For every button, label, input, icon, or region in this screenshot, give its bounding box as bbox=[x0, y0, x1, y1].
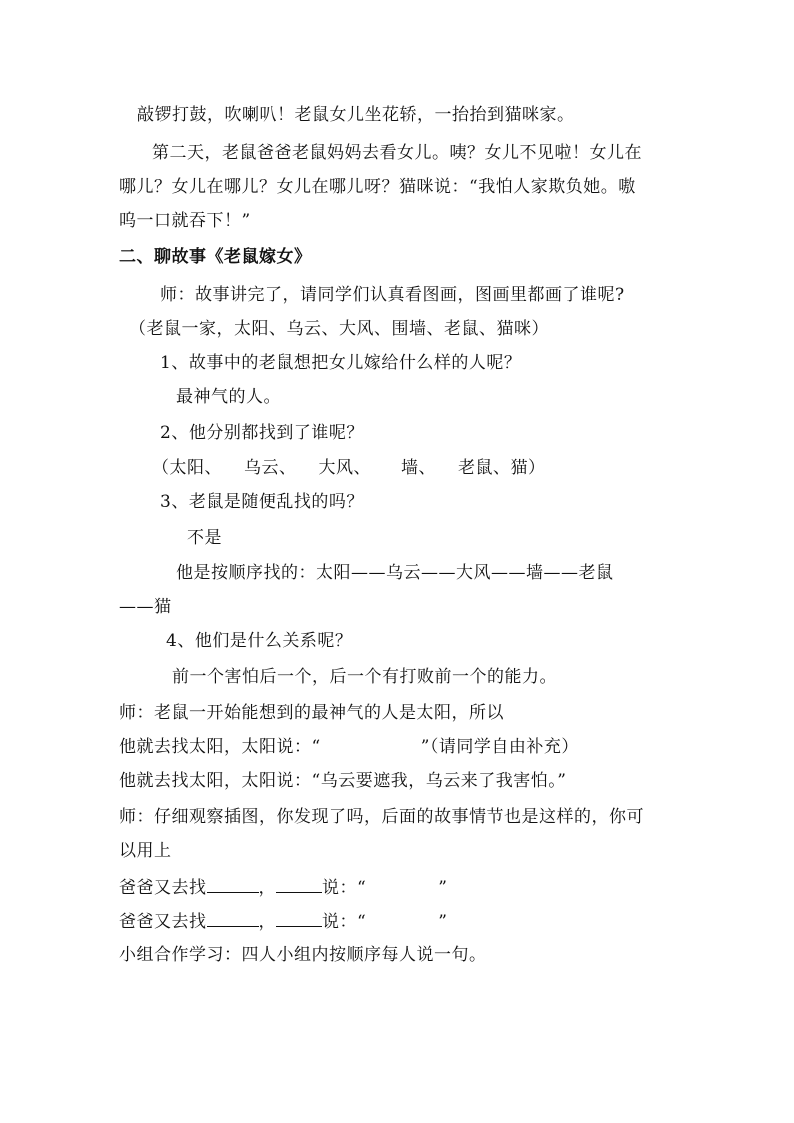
fill-in-1-says: 说：“ bbox=[322, 878, 367, 898]
answer-1: 最神气的人。 bbox=[176, 387, 281, 407]
fill-in-sentence-1 bbox=[119, 876, 447, 899]
answer-3-no: 不是 bbox=[187, 528, 222, 548]
answer-3-order-end: ——猫 bbox=[119, 597, 172, 617]
answer-2-wind: 大风、 bbox=[318, 458, 371, 478]
answer-3-order: 他是按顺序找的：太阳——乌云——大风——墙——老鼠 bbox=[176, 563, 614, 583]
fill-in-sun-prefix: 他就去找太阳，太阳说：“ bbox=[119, 737, 321, 757]
blank-line[interactable] bbox=[207, 910, 259, 927]
question-2: 2、他分别都找到了谁呢？ bbox=[160, 423, 364, 443]
blank-line[interactable] bbox=[207, 876, 259, 893]
fill-in-2-says: 说：“ bbox=[322, 912, 367, 932]
teacher-statement-sun: 师：老鼠一开始能想到的最神气的人是太阳，所以 bbox=[119, 703, 504, 723]
example-sun-line: 他就去找太阳，太阳说：“乌云要遮我，乌云来了我害怕。” bbox=[119, 771, 567, 791]
teacher-instruction-1: 师：仔细观察插图，你发现了吗，后面的故事情节也是这样的，你可 bbox=[119, 807, 644, 827]
question-4: 4、他们是什么关系呢？ bbox=[166, 631, 353, 651]
teacher-question-1: 师：故事讲完了，请同学们认真看图画，图画里都画了谁呢? bbox=[160, 285, 625, 305]
fill-in-1-comma: ， bbox=[258, 878, 276, 898]
story-line-next-day-3: 呜一口就吞下！” bbox=[119, 211, 251, 231]
fill-in-2-prefix: 爸爸又去找 bbox=[119, 912, 207, 932]
answer-characters: （老鼠一家，太阳、乌云、大风、围墙、老鼠、猫咪） bbox=[129, 319, 549, 339]
blank-line[interactable] bbox=[276, 876, 322, 893]
fill-in-sun-suffix: ”（请同学自由补充） bbox=[420, 737, 579, 757]
group-activity: 小组合作学习：四人小组内按顺序每人说一句。 bbox=[119, 945, 487, 965]
question-3: 3、老鼠是随便乱找的吗？ bbox=[160, 492, 364, 512]
answer-2-cloud: 乌云、 bbox=[244, 458, 297, 478]
teacher-instruction-2: 以用上 bbox=[119, 841, 172, 861]
story-line-wedding: 敲锣打鼓，吹喇叭！老鼠女儿坐花轿，一抬抬到猫咪家。 bbox=[137, 105, 575, 125]
fill-in-1-close: ” bbox=[438, 878, 448, 898]
story-line-next-day-1: 第二天，老鼠爸爸老鼠妈妈去看女儿。咦？女儿不见啦！女儿在 bbox=[152, 143, 642, 163]
fill-in-sentence-2 bbox=[119, 910, 447, 933]
section-heading: 二、聊故事《老鼠嫁女》 bbox=[119, 247, 312, 267]
story-line-next-day-2: 哪儿？女儿在哪儿？女儿在哪儿呀？猫咪说：“我怕人家欺负她。嗷 bbox=[119, 177, 636, 197]
blank-line[interactable] bbox=[276, 910, 322, 927]
fill-in-1-prefix: 爸爸又去找 bbox=[119, 878, 207, 898]
answer-2-sun: （太阳、 bbox=[152, 458, 222, 478]
fill-in-sun-line bbox=[119, 736, 579, 758]
fill-in-2-close: ” bbox=[438, 912, 448, 932]
answer-2-mouse-cat: 老鼠、猫） bbox=[458, 458, 546, 478]
answer-2-wall: 墙、 bbox=[401, 458, 436, 478]
fill-in-2-comma: ， bbox=[258, 912, 276, 932]
question-1: 1、故事中的老鼠想把女儿嫁给什么样的人呢？ bbox=[160, 353, 522, 373]
answer-2 bbox=[152, 457, 546, 479]
answer-4: 前一个害怕后一个，后一个有打败前一个的能力。 bbox=[172, 667, 557, 687]
